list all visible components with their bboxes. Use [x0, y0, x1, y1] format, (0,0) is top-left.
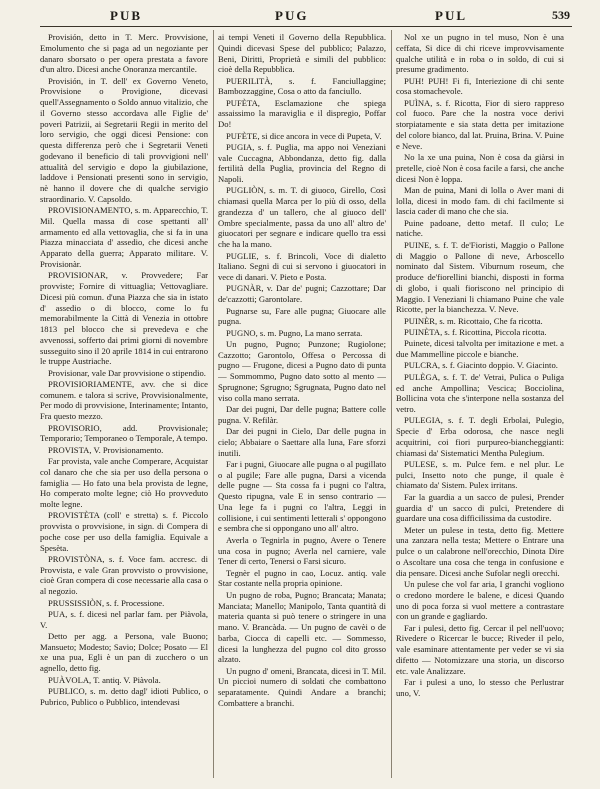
entry: No la xe una puina, Non è cosa da giàrsi in pretelle, cioè Non è cosa facile a farsi, che anche dicesi Non è loppa. [396, 152, 564, 184]
entry: PUGLIÒN, s. m. T. di giuoco, Girello, Così chiamasi quella Marca per lo più di osso, della grandezza d' un tallero, che al giuoco dell' Ombre specialmente, passa da uno all' altro de' giuocatori per segnare e indicare quello tra essi che ha la mano. [218, 185, 386, 250]
entry: PRUSSISSIÒN, s. f. Processione. [48, 597, 165, 608]
entry: PUGNO, s. m. Pugno, La mano serrata. [226, 327, 363, 338]
entry: PUERILITÀ, s. f. Fanciullaggine; Bambozzaggine, Cosa o atto da fanciullo. [218, 75, 386, 97]
entry: PUA, s. f. dicesi nel parlar fam. per Piàvola, V. [40, 608, 208, 630]
entry: PUBLICO, s. m. detto dagl' idioti Publico, o Pubrico, Publico o Pubblico, intendevasi [40, 685, 208, 707]
entry: PULCRA, s. f. Giacinto doppio. V. Giacinto. [404, 360, 558, 371]
column-2 [218, 32, 386, 777]
entry: Nol xe un pugno in tel muso, Non è una ceffata, Si dice di chi riceve improvvisamente qualche utilità e in roba o in soldo, di cui si presume gradimento. [396, 32, 564, 75]
entry: ai tempi Veneti il Governo della Repubblica. Quindi dicevasi Spese del pubblico; Palazzo, Beni, Diritti, Proprietà e simili del pubblico: cioè della Repubblica. [218, 32, 386, 75]
entry: Provisión, in T. dell' ex Governo Veneto, Provvisione o Provigione, dicevasi quell'Assegnamento o Soldo annuo vitalizio, che il Governo stesso accordava alle Figlie de' poveri Patrizii, ai Segretarii Regii in merito del loro servigio, che oggi dicesi Pensione: con questa differenza però che i Segretarii Veneti godevano il beneficio di tali provvigioni nell' attualità del servigio e dopo la giubilazione, laddove i Pensionati presenti sono in servigio, nè hanno il dovere che di qualche servigio straordinario. V. Capsoldo. [40, 75, 208, 204]
entry: PULESE, s. m. Pulce fem. e nel plur. Le pulci, Insetto noto che punge, il quale è chiamato da' Sistem. Pulex irritans. [396, 458, 564, 491]
entry: Un pugno, Pugno; Punzone; Rugiolone; Cazzotto; Garontolo, Offesa o Percossa di pugno — Frugone, dicesi a Pugno dato di punta — Sommommo, Pugno dato sotto al mento — Sprugnone; Sgrugno; Sgrugnata, Pugno dato nel viso colla mano serrata. [218, 338, 386, 403]
entry: Dar dei pugni in Cielo, Dar delle pugna in cielo; Abbaiare o Saettare alla luna, Fare sforzi inutili. [218, 426, 386, 458]
entry: Puinete, dicesi talvolta per imitazione e met. a due Mammelline piccole e bianche. [396, 338, 564, 360]
entry: Puine padoane, detto metaf. Il culo; Le natiche. [396, 217, 564, 239]
entry: Far i pugni, Giuocare alle pugna o al pugillato o al pugile; Fare alle pugna, Darsi a vicenda delle pugne — Sta cossa fa i pugni co l'altra, Questo ripugna, vale E in senso contrario — Una lege fa i pugni co l'altra, Leggi in collisione, i cui sentimenti letterali s' oppongono e sembra che si oppongano uno all' altro. [218, 458, 386, 534]
entry: PUGNÀR, v. Dar de' pugni; Cazzottare; Dar de'cazzotti; Garontolare. [218, 283, 386, 305]
entry: PUGLIE, s. f. Brincoli, Voce di dialetto Italiano. Segni di cui si servono i giuocatori in vece di danari. V. Pieto e Posta. [218, 250, 386, 283]
entry: PUFÈTA, Esclamazione che spiega assaissimo la maraviglia e il dispregio, Poffar Do! [218, 97, 386, 130]
entry: PROVISTÒNA, s. f. Voce fam. accresc. di Provvista, e vale Gran provvisto o provvisione, cioè Gran compera di cose necessarie alla casa o al negozio. [40, 553, 208, 597]
entry: Averla o Tegnirla in pugno, Avere o Tenere una cosa in pugno; Averla nel carniere, vale Tener di certo, Tenersi o Farsi sicuro. [218, 534, 386, 567]
entry: Provisión, detto in T. Merc. Provvisione, Emolumento che si paga ad un negoziante per danaro sborsato o per opera prestata a favore d'un altro. Dicesi anche Onoranza mercantile. [40, 32, 208, 75]
entry: PROVISIONAMENTO, s. m. Apparecchio, T. Mil. Quella massa di cose spettanti all' armamento ed alla vettovaglia, che si fa in una Piazza minacciata d' assedio, che dicesi anche Apparato della guerra; Apparato militare. V. Provisionàr. [40, 205, 208, 269]
entry: PUH! PUH! Fi fi, Interiezione di chi sente cosa stomachevole. [396, 75, 564, 97]
entry: PUÌNA, s. f. Ricotta, Fior di siero rappreso col fuoco. Pare che la nostra voce derivi storpiatamente e sia stata detta per imitazione del colore bianco, dal lat. Pruina, Brina. V. Puine e Neve. [396, 97, 564, 151]
entry: Far la guardia a un sacco de pulesi, Prender guardia d' un sacco di pulci, Pretendere di guardare una cosa difficilissima da custodire. [396, 491, 564, 524]
running-header [40, 8, 570, 26]
entry: Un pulese che vol far aria, I granchi vogliono o credono mordere le balene, e dicesi Quando uno di poca forza si vuol mettere a contrastare con un grande e gagliardo. [396, 579, 564, 622]
page-number: 539 [552, 8, 570, 22]
entry: PROVISTA, V. Provisionamento. [48, 444, 164, 455]
header-rule [40, 26, 572, 27]
entry: Un pugno d' omeni, Brancata, dicesi in T. Mil. Un piccioi numero di soldati che combattono separatamente. Quindi Andare a branchi; Combattere a branchi. [218, 665, 386, 708]
entry: PULÈGA, s. f. T. de' Vetrai, Pulica o Puliga ed anche Ampollina; Vescica; Bocciolina, Bollicina vota che s'interpone nella sostanza del vetro. [396, 371, 564, 415]
entry: Tegnèr el pugno in cao, Locuz. antiq. vale Star costante nella propria opinione. [218, 567, 386, 589]
entry: Un pugno de roba, Pugno; Brancata; Manata; Manciata; Manello; Manipolo, Tanta quantità di materia quanta si può tenere o stringere in una mano. V. Brancàda. — Un pugno de cavèi o de barba, Ciocca di capelli etc. — Sommesso, dicesi la lunghezza del pugno col dito grosso alzato. [218, 589, 386, 665]
entry: Man de puina, Mani di lolla o Aver mani di lolla, dicesi in modo fam. di chi facilmente si lascia cader di mano che che sia. [396, 184, 564, 217]
entry: PUGIA, s. f. Puglia, ma appo noi Veneziani vale Cuccagna, Abbondanza, detto fig. dalla fertilità della Puglia, provincia del Regno di Napoli. [218, 141, 386, 185]
entry: PUÀVOLA, T. antiq. V. Piàvola. [48, 674, 161, 685]
entry: PROVISTÈTA (coll' e stretta) s. f. Piccolo provvista o provvisione, in sign. di Compera di poche cose per uso della famiglia. Equivale a Spesèta. [40, 510, 208, 553]
entry: PROVISIONAR, v. Provvedere; Far provviste; Fornire di vittuaglia; Vettovagliare. Dicesi più comun. d'una Piazza che sia in istato d' assedio o di blocco, come lo fu memorabilmente la Città di Venezia in ottobre 1813 pel blocco che si prevedeva e che avvenossi, sofferto dai primi giorni di novembre susseguito sino il 20 aprile 1814 in cui entrarono le truppe Austriache. [40, 270, 208, 367]
entry: PROVISORIO, add. Provvisionale; Temporario; Temporaneo o Temporale, A tempo. [40, 422, 208, 444]
entry: Pugnarse su, Fare alle pugna; Giuocare alle pugna. [218, 305, 386, 327]
entry: PUINE, s. f. T. de'Fioristi, Maggio o Pallone di Maggio o Pallone di neve, Arboscello nominato dal Sistem. Viburnum roseum, che produce de'fiorellini bianchi, disposti in forma di globo, i quali fioriscono nel principio di Maggio. I Veneziani li chiamano Puine che vale Ricotte, per la bianchezza. V. Neve. [396, 239, 564, 315]
column-3 [396, 32, 564, 777]
entry: Meter un pulese in testa, detto fig. Mettere una zanzara nella testa; Mettere o Entrare una pulce o un calabrone nell'orecchio, Dinota Dire o Ascoltare una cosa che tenga in confusione e dia pensare. Dicesi anche Sufolar negli orecchi. [396, 524, 564, 578]
entry: Detto per agg. a Persona, vale Buono; Mansueto; Modesto; Savio; Dolce; Posato — El xe una pua, Egli è un pan di zucchero o un agnello, detto fig. [40, 630, 208, 674]
entry: PUINÈR, s. m. Ricottaio, Che fa ricotta. [404, 315, 543, 326]
entry: Far provista, vale anche Comperare, Acquistar col danaro che che sia per uso della persona o famiglia — Ho fato una bela provista de legne, Ho comperato molte legne; ciò Ho provveduto molte legne. [40, 456, 208, 509]
column-1 [40, 32, 208, 777]
column-divider [391, 30, 392, 778]
entry: Far i pulesi a uno, lo stesso che Perlustrar uno, V. [396, 676, 564, 698]
header-left-guideword: PUB [110, 8, 142, 23]
entry: Dar dei pugni, Dar delle pugna; Battere colle pugna. V. Refilàr. [218, 404, 386, 425]
entry: Far i pulesi, detto fig. Cercar il pel nell'uovo; Rivedere o Ricercar le bucce; Riveder il pelo, vale esaminare attentamente per veder se vi sia difetto — Notomizzare una storia, un discorso etc. vale Analizzare. [396, 622, 564, 676]
entry: Provisionar, vale Dar provvisione o stipendio. [48, 367, 206, 378]
header-center-guideword: PUG [275, 8, 309, 23]
header-right-guideword: PUL [435, 8, 467, 23]
column-divider [213, 30, 214, 778]
entry: PUFÈTE, si dice ancora in vece di Pupeta, V. [226, 130, 382, 141]
entry: PROVISIORIAMENTE, avv. che si dice comunem. e talora si scrive, Provvisionalmente, Per modo di provvisione, Interinamente; Intanto, Fra questo mezzo. [40, 378, 208, 422]
entry: PUINÈTA, s. f. Ricottina, Piccola ricotta. [404, 327, 547, 337]
entry: PULEGIA, s. f. T. degli Erbolai, Pulegio, Specie d' Erba odorosa, che nasce negli acquitrini, coi fiori purpureo-biancheggianti: chiamasi da' Sistematici Mentha Pulegium. [396, 415, 564, 458]
